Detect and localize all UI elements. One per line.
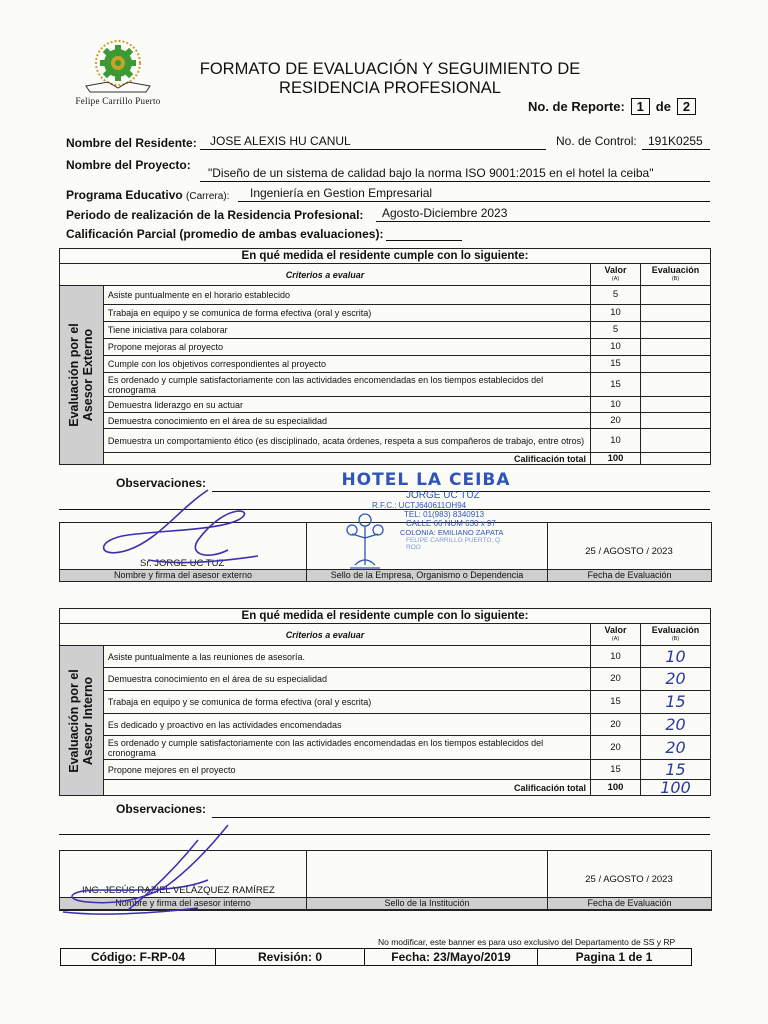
internal-signer-name: ING. JESÚS RAZIEL VELÁZQUEZ RAMÍREZ — [82, 885, 275, 896]
table-row-value: 5 — [591, 286, 641, 305]
external-value-sub: (A) — [611, 275, 620, 282]
institution-logo — [68, 36, 168, 114]
external-side-line-1: Evaluación por el — [67, 323, 82, 427]
table-row-value: 10 — [591, 305, 641, 322]
table-row-score[interactable]: 15 — [641, 760, 711, 780]
table-row-score[interactable] — [641, 286, 711, 305]
stamp-tel: TEL: 01(983) 8340913 — [404, 510, 485, 519]
program-label — [66, 188, 229, 202]
external-criteria-header: Criterios a evaluar — [60, 264, 591, 286]
program-label-small: (Carrera): — [186, 191, 230, 202]
internal-evaluation-table — [59, 608, 711, 796]
program-label-text: Programa Educativo — [66, 188, 183, 202]
control-label: No. de Control: — [556, 134, 637, 148]
external-observations-label: Observaciones: — [116, 476, 207, 490]
table-row-criterion: Asiste puntualmente a las reuniones de asesoría. — [103, 646, 590, 668]
ceiba-tree-icon — [340, 510, 390, 572]
table-row-value: 15 — [591, 356, 641, 373]
table-row-score[interactable] — [641, 373, 711, 397]
table-row-score[interactable]: 20 — [641, 736, 711, 760]
internal-date-caption: Fecha de Evaluación — [547, 897, 712, 910]
table-row-score[interactable] — [641, 305, 711, 322]
report-number-box: 1 — [631, 98, 650, 115]
table-row-criterion: Tiene iniciativa para colaborar — [103, 322, 590, 339]
external-total-score[interactable] — [641, 453, 711, 465]
grade-label: Calificación Parcial (promedio de ambas evaluaciones): — [66, 227, 384, 241]
period-label: Periodo de realización de la Residencia Profesional: — [66, 208, 364, 222]
table-row-score[interactable] — [641, 397, 711, 413]
program-value: Ingeniería en Gestion Empresarial — [250, 186, 433, 200]
internal-eval-sub: (B) — [671, 635, 680, 642]
table-row-value: 20 — [591, 413, 641, 429]
control-value: 191K0255 — [648, 134, 703, 148]
internal-eval-header — [641, 624, 711, 646]
external-signer-caption: Nombre y firma del asesor externo — [59, 569, 307, 582]
resident-label: Nombre del Residente: — [66, 136, 197, 150]
table-row-criterion: Demuestra liderazgo en su actuar — [103, 397, 590, 413]
table-row-score[interactable]: 20 — [641, 714, 711, 736]
table-row-criterion: Propone mejoras al proyecto — [103, 339, 590, 356]
external-side-line-2: Asesor Externo — [81, 328, 96, 422]
internal-value-sub: (A) — [611, 635, 620, 642]
table-row-criterion: Es ordenado y cumple satisfactoriamente con las actividades encomendadas en los tiempos establecidos del cronograma — [103, 373, 590, 397]
internal-value-header-text: Valor — [604, 624, 627, 635]
stamp-owner: JORGE UC TUZ — [406, 490, 480, 501]
internal-side-label — [60, 646, 104, 796]
table-row-value: 10 — [591, 339, 641, 356]
external-heading: En qué medida el residente cumple con lo siguiente: — [60, 249, 711, 264]
control-underline — [642, 149, 710, 150]
stamp-rfc: R.F.C.: UCTJ640611OH94 — [372, 501, 467, 510]
report-of: de — [655, 99, 671, 114]
internal-heading: En qué medida el residente cumple con lo siguiente: — [60, 609, 711, 624]
table-row-value: 15 — [591, 691, 641, 714]
internal-evaluation-date: 25 / AGOSTO / 2023 — [585, 874, 673, 885]
table-row-value: 15 — [591, 373, 641, 397]
project-label: Nombre del Proyecto: — [66, 158, 191, 172]
table-row-value: 20 — [591, 714, 641, 736]
table-row-criterion: Asiste puntualmente en el horario establecido — [103, 286, 590, 305]
internal-total-score[interactable]: 100 — [641, 780, 711, 796]
internal-side-line-2: Asesor Interno — [81, 676, 96, 765]
report-number — [528, 98, 702, 115]
internal-observations-label: Observaciones: — [116, 802, 207, 816]
external-date-caption: Fecha de Evaluación — [547, 569, 712, 582]
report-total-box: 2 — [677, 98, 696, 115]
table-row-criterion: Demuestra conocimiento en el área de su especialidad — [103, 668, 590, 691]
external-total-value: 100 — [591, 453, 641, 465]
report-label: No. de Reporte: — [528, 99, 625, 114]
table-row-value: 10 — [591, 429, 641, 453]
stamp-address-1: CALLE 66 NUM 630 x 97 — [406, 519, 496, 528]
internal-signature — [58, 820, 258, 920]
external-value-header — [591, 264, 641, 286]
external-value-header-text: Valor — [604, 264, 627, 275]
footer-revision: Revisión: 0 — [216, 949, 365, 965]
table-row-criterion: Trabaja en equipo y se comunica de forma efectiva (oral y escrita) — [103, 305, 590, 322]
table-row-score[interactable] — [641, 413, 711, 429]
external-evaluation-date: 25 / AGOSTO / 2023 — [585, 546, 673, 557]
internal-eval-header-text: Evaluación — [651, 624, 700, 635]
internal-observations-line-1 — [212, 817, 710, 818]
table-row-criterion: Trabaja en equipo y se comunica de forma efectiva (oral y escrita) — [103, 691, 590, 714]
table-row-value: 20 — [591, 736, 641, 760]
stamp-hotel-name: HOTEL LA CEIBA — [341, 470, 511, 490]
table-row-criterion: Cumple con los objetivos correspondientes al proyecto — [103, 356, 590, 373]
external-eval-header-text: Evaluación — [651, 264, 700, 275]
program-underline — [238, 201, 710, 202]
project-underline — [200, 181, 710, 182]
table-row-criterion: Es ordenado y cumple satisfactoriamente con las actividades encomendadas en los tiempos establecidos del cronograma — [103, 736, 590, 760]
title-line-1: FORMATO DE EVALUACIÓN Y SEGUIMIENTO DE — [199, 60, 581, 78]
footer-date: Fecha: 23/Mayo/2019 — [365, 949, 538, 965]
document-title — [170, 60, 610, 98]
stamp-address-2: COLONIA: EMILIANO ZAPATA — [400, 528, 504, 537]
external-total-label: Calificación total — [103, 453, 590, 465]
table-row-score[interactable]: 15 — [641, 691, 711, 714]
footer-code: Código: F-RP-04 — [61, 949, 216, 965]
table-row-score[interactable] — [641, 356, 711, 373]
internal-seal-caption: Sello de la Institución — [306, 897, 548, 910]
external-eval-sub: (B) — [671, 275, 680, 282]
external-side-label — [60, 286, 104, 465]
table-row-score[interactable] — [641, 339, 711, 356]
footer-page: Pagina 1 de 1 — [575, 950, 653, 964]
table-row-criterion: Es dedicado y proactivo en las actividades encomendadas — [103, 714, 590, 736]
external-signature — [88, 480, 288, 580]
table-row-score[interactable] — [641, 322, 711, 339]
project-value: "Diseño de un sistema de calidad bajo la norma ISO 9001:2015 en el hotel la ceiba" — [208, 166, 654, 180]
internal-total-label: Calificación total — [103, 780, 590, 796]
table-row-criterion: Demuestra conocimiento en el área de su especialidad — [103, 413, 590, 429]
grade-underline — [386, 240, 462, 241]
title-line-2: RESIDENCIA PROFESIONAL — [279, 79, 501, 97]
table-row-score[interactable]: 10 — [641, 646, 711, 668]
internal-total-value: 100 — [591, 780, 641, 796]
table-row-score[interactable]: 20 — [641, 668, 711, 691]
external-evaluation-table — [59, 248, 711, 465]
table-row-score[interactable] — [641, 429, 711, 453]
resident-value: JOSE ALEXIS HU CANUL — [210, 134, 351, 148]
external-seal-caption: Sello de la Empresa, Organismo o Dependencia — [306, 569, 548, 582]
internal-signer-caption: Nombre y firma del asesor interno — [59, 897, 307, 910]
table-row-value: 20 — [591, 668, 641, 691]
external-eval-header — [641, 264, 711, 286]
table-row-value: 10 — [591, 397, 641, 413]
external-signer-name: Sr. JORGE UC TUZ — [140, 558, 225, 569]
table-row-value: 5 — [591, 322, 641, 339]
footer-note: No modificar, este banner es para uso exclusivo del Departamento de SS y RP — [378, 937, 676, 947]
table-row-criterion: Propone mejores en el proyecto — [103, 760, 590, 780]
table-row-value: 15 — [591, 760, 641, 780]
internal-value-header — [591, 624, 641, 646]
gear-logo-icon — [68, 36, 168, 96]
table-row-value: 10 — [591, 646, 641, 668]
stamp-address-3: FELIPE CARRILLO PUERTO, Q. ROO — [406, 537, 502, 551]
internal-side-line-1: Evaluación por el — [67, 668, 82, 773]
internal-criteria-header: Criterios a evaluar — [60, 624, 591, 646]
footer-banner — [60, 948, 692, 966]
period-underline — [376, 221, 710, 222]
logo-caption: Felipe Carrillo Puerto — [75, 96, 161, 106]
resident-underline — [200, 149, 546, 150]
table-row-criterion: Demuestra un comportamiento ético (es disciplinado, acata órdenes, respeta a sus compañeros de trabajo, entre otros) — [103, 429, 590, 453]
period-value: Agosto-Diciembre 2023 — [382, 206, 508, 220]
